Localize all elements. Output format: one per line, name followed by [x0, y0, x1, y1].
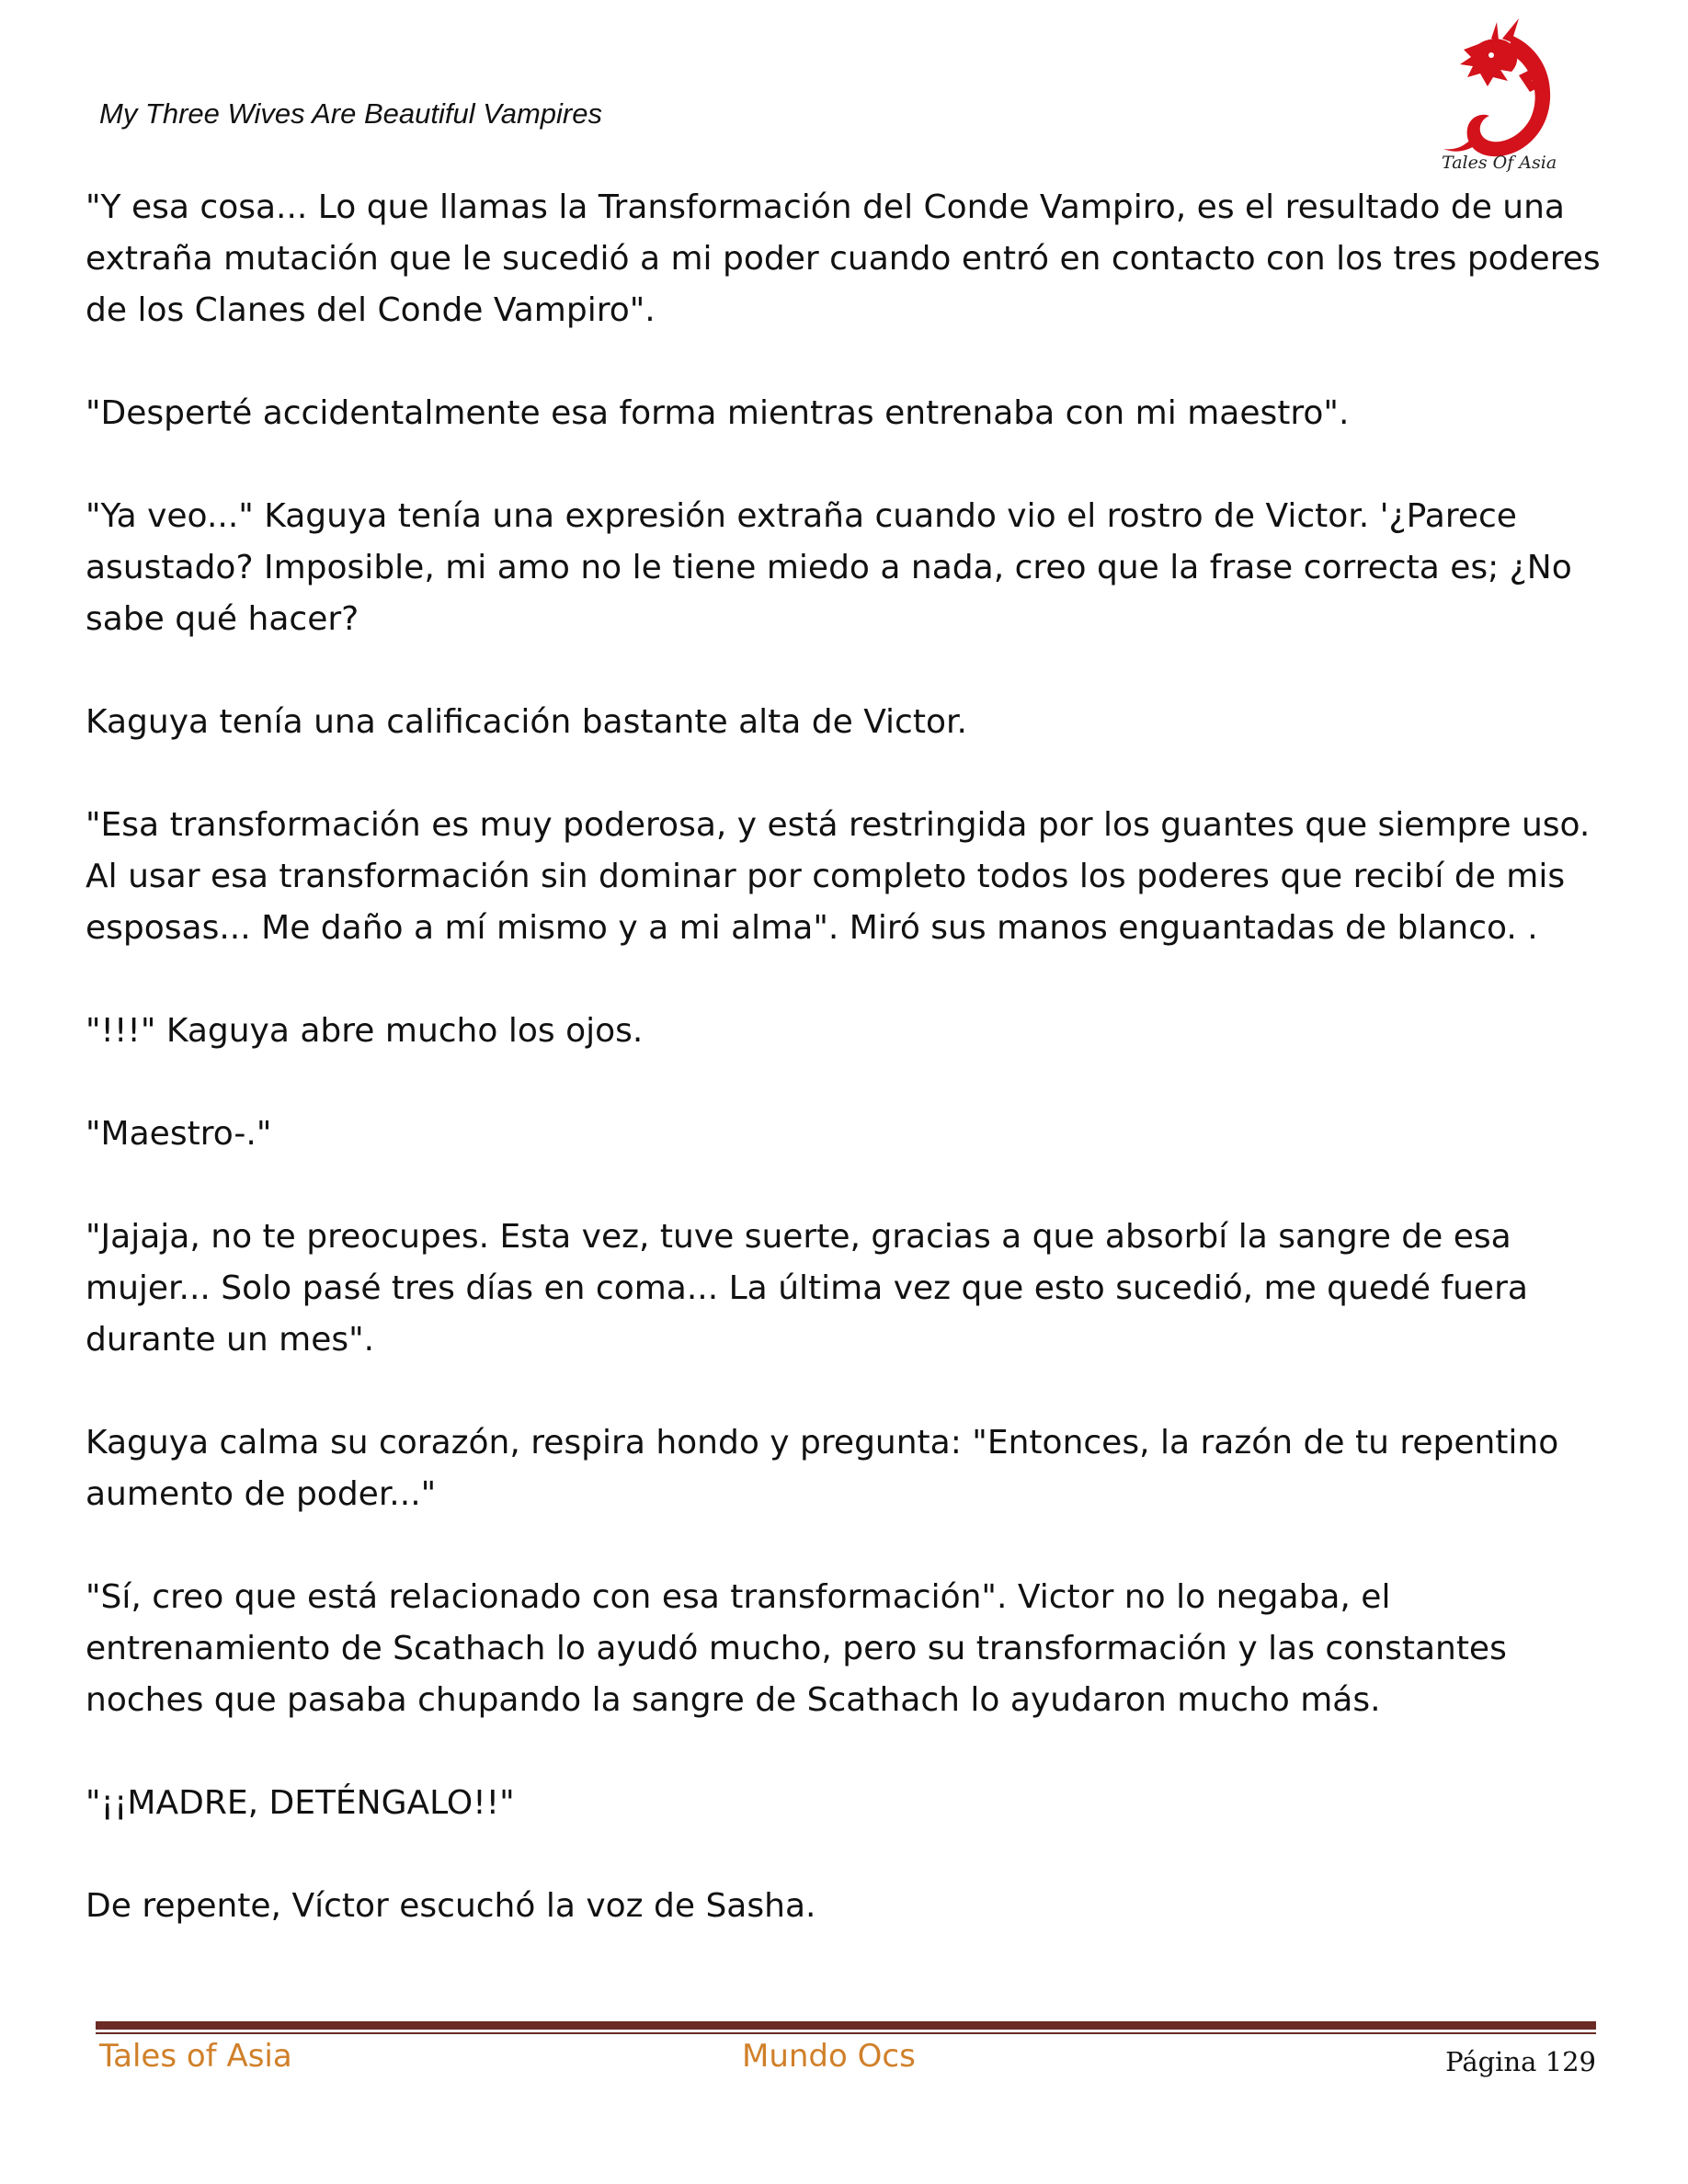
- paragraph: Kaguya calma su corazón, respira hondo y pregunta: "Entonces, la razón de tu repentino aumento de poder...": [86, 1424, 1559, 1513]
- paragraph: "Y esa cosa... Lo que llamas la Transformación del Conde Vampiro, es el resultado de una extraña mutación que le sucedió a mi poder cuando entró en contacto con los tres poderes de los Clanes del Conde Vampiro".: [86, 188, 1601, 329]
- footer-divider-thin: [96, 2032, 1596, 2034]
- paragraph: "Maestro-.": [86, 1115, 272, 1153]
- logo-text: Tales Of Asia: [1442, 153, 1557, 173]
- paragraph: De repente, Víctor escuchó la voz de Sasha.: [86, 1887, 816, 1925]
- footer-divider: [96, 2021, 1596, 2030]
- paragraph: "Sí, creo que está relacionado con esa transformación". Victor no lo negaba, el entrenamiento de Scathach lo ayudó mucho, pero su transformación y las constantes noches que pasaba chupando la sangre de Scathach lo ayudaron mucho más.: [86, 1578, 1507, 1719]
- chapter-body: [86, 182, 1630, 1932]
- paragraph: "!!!" Kaguya abre mucho los ojos.: [86, 1012, 644, 1050]
- paragraph: Kaguya tenía una calificación bastante alta de Victor.: [86, 703, 967, 741]
- footer-group-name: Mundo Ocs: [742, 2038, 916, 2075]
- footer-site-name: Tales of Asia: [99, 2038, 292, 2075]
- paragraph: "Jajaja, no te preocupes. Esta vez, tuve suerte, gracias a que absorbí la sangre de esa mujer... Solo pasé tres días en coma... La última vez que esto sucedió, me quedé fuera durante un mes".: [86, 1218, 1528, 1359]
- paragraph: "¡¡MADRE, DETÉNGALO!!": [86, 1784, 515, 1822]
- paragraph: "Ya veo..." Kaguya tenía una expresión extraña cuando vio el rostro de Victor. '¿Parece asustado? Imposible, mi amo no le tiene miedo a nada, creo que la frase correcta es; ¿No sabe qué hacer?: [86, 497, 1572, 638]
- page-number: Página 129: [1445, 2046, 1596, 2077]
- paragraph: "Desperté accidentalmente esa forma mientras entrenaba con mi maestro".: [86, 394, 1350, 432]
- paragraph: "Esa transformación es muy poderosa, y está restringida por los guantes que siempre uso. Al usar esa transformación sin dominar por completo todos los poderes que recibí de mis esposas... Me daño a mí mismo y a mi alma". Miró sus manos enguantadas de blanco. .: [86, 806, 1591, 947]
- book-title: My Three Wives Are Beautiful Vampires: [99, 97, 602, 130]
